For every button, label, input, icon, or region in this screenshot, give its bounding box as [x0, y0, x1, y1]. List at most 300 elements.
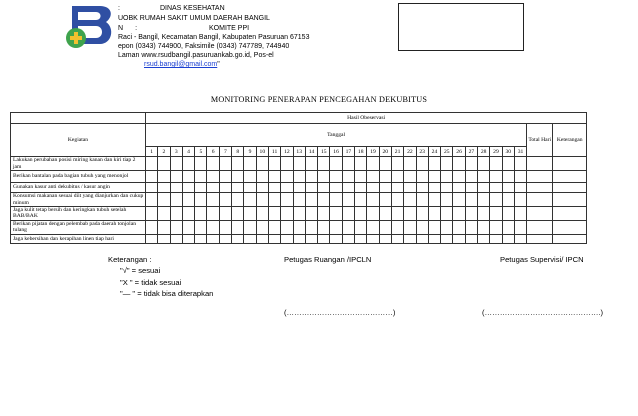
day-check-cell[interactable]	[195, 220, 207, 234]
day-check-cell[interactable]	[478, 193, 490, 207]
day-check-cell[interactable]	[281, 157, 293, 171]
day-check-cell[interactable]	[342, 193, 354, 207]
day-check-cell[interactable]	[502, 234, 514, 243]
day-check-cell[interactable]	[158, 183, 170, 193]
day-check-cell[interactable]	[268, 220, 280, 234]
keterangan-cell[interactable]	[553, 193, 587, 207]
day-check-cell[interactable]	[391, 207, 403, 221]
day-check-cell[interactable]	[391, 157, 403, 171]
day-check-cell[interactable]	[441, 157, 453, 171]
legend-tidak-bisa: "— " = tidak bisa diterapkan	[120, 289, 214, 298]
day-check-cell[interactable]	[441, 234, 453, 243]
day-check-cell[interactable]	[453, 183, 465, 193]
day-check-cell[interactable]	[453, 207, 465, 221]
day-check-cell[interactable]	[465, 207, 477, 221]
day-check-cell[interactable]	[367, 193, 379, 207]
day-check-cell[interactable]	[182, 183, 194, 193]
day-check-cell[interactable]	[232, 171, 244, 183]
day-check-cell[interactable]	[465, 171, 477, 183]
letterhead-line2: UOBK RUMAH SAKIT UMUM DAERAH BANGIL	[118, 15, 270, 22]
day-check-cell[interactable]	[428, 193, 440, 207]
day-check-cell[interactable]	[478, 171, 490, 183]
day-header: 21	[391, 147, 403, 157]
table-row	[11, 157, 587, 171]
day-check-cell[interactable]	[146, 183, 158, 193]
day-check-cell[interactable]	[490, 183, 502, 193]
day-header: 13	[293, 147, 305, 157]
day-check-cell[interactable]	[146, 234, 158, 243]
day-check-cell[interactable]	[478, 207, 490, 221]
day-header: 29	[490, 147, 502, 157]
day-check-cell[interactable]	[330, 157, 342, 171]
day-check-cell[interactable]	[490, 157, 502, 171]
day-check-cell[interactable]	[514, 193, 526, 207]
kegiatan-cell: Berikan bantalan pada bagian tubuh yang menonjol	[11, 171, 146, 183]
day-check-cell[interactable]	[391, 234, 403, 243]
day-check-cell[interactable]	[219, 193, 231, 207]
day-check-cell[interactable]	[391, 193, 403, 207]
day-check-cell[interactable]	[416, 171, 428, 183]
day-header: 30	[502, 147, 514, 157]
day-check-cell[interactable]	[490, 207, 502, 221]
total-hari-cell[interactable]	[527, 234, 553, 243]
day-check-cell[interactable]	[318, 183, 330, 193]
day-check-cell[interactable]	[428, 234, 440, 243]
kegiatan-header: Kegiatan	[11, 124, 146, 157]
table-row	[11, 171, 587, 183]
day-check-cell[interactable]	[465, 234, 477, 243]
day-check-cell[interactable]	[146, 171, 158, 183]
day-check-cell[interactable]	[342, 220, 354, 234]
day-check-cell[interactable]	[318, 220, 330, 234]
day-check-cell[interactable]	[379, 220, 391, 234]
day-check-cell[interactable]	[219, 220, 231, 234]
day-header: 9	[244, 147, 256, 157]
day-check-cell[interactable]	[256, 183, 268, 193]
petugas-ruangan-label: Petugas Ruangan /IPCLN	[284, 255, 372, 264]
day-check-cell[interactable]	[367, 183, 379, 193]
keterangan-cell[interactable]	[553, 207, 587, 221]
day-check-cell[interactable]	[330, 193, 342, 207]
day-check-cell[interactable]	[244, 183, 256, 193]
keterangan-header: Keterangan	[553, 124, 587, 157]
day-check-cell[interactable]	[182, 171, 194, 183]
total-hari-cell[interactable]	[527, 171, 553, 183]
day-check-cell[interactable]	[404, 183, 416, 193]
day-check-cell[interactable]	[244, 193, 256, 207]
day-check-cell[interactable]	[330, 234, 342, 243]
day-check-cell[interactable]	[416, 220, 428, 234]
day-check-cell[interactable]	[453, 220, 465, 234]
day-check-cell[interactable]	[281, 183, 293, 193]
day-check-cell[interactable]	[342, 234, 354, 243]
day-check-cell[interactable]	[170, 207, 182, 221]
day-check-cell[interactable]	[195, 183, 207, 193]
day-check-cell[interactable]	[170, 234, 182, 243]
day-check-cell[interactable]	[404, 171, 416, 183]
day-check-cell[interactable]	[293, 171, 305, 183]
day-header: 10	[256, 147, 268, 157]
day-check-cell[interactable]	[219, 183, 231, 193]
day-check-cell[interactable]	[207, 171, 219, 183]
day-check-cell[interactable]	[453, 193, 465, 207]
hasil-observasi-header: Hasil Obeservasi	[146, 113, 587, 124]
day-check-cell[interactable]	[146, 220, 158, 234]
day-check-cell[interactable]	[342, 183, 354, 193]
day-check-cell[interactable]	[453, 234, 465, 243]
day-check-cell[interactable]	[367, 171, 379, 183]
day-header: 20	[379, 147, 391, 157]
day-check-cell[interactable]	[219, 171, 231, 183]
day-check-cell[interactable]	[207, 193, 219, 207]
day-check-cell[interactable]	[232, 183, 244, 193]
day-check-cell[interactable]	[514, 157, 526, 171]
signature-line-supervisi: (……………………………………….)	[482, 308, 604, 317]
day-check-cell[interactable]	[182, 220, 194, 234]
day-check-cell[interactable]	[416, 183, 428, 193]
day-check-cell[interactable]	[268, 183, 280, 193]
day-header: 3	[170, 147, 182, 157]
total-hari-cell[interactable]	[527, 157, 553, 171]
total-hari-cell[interactable]	[527, 193, 553, 207]
day-header: 23	[416, 147, 428, 157]
day-check-cell[interactable]	[305, 220, 317, 234]
day-check-cell[interactable]	[281, 234, 293, 243]
letterhead-phone: epon (0343) 744900, Faksimile (0343) 747789, 744940	[118, 43, 290, 50]
email-link[interactable]: rsud.bangil@gmail.com	[144, 61, 218, 68]
letterhead-line3: N : KOMITE PPI	[118, 25, 250, 32]
day-check-cell[interactable]	[318, 234, 330, 243]
day-check-cell[interactable]	[305, 157, 317, 171]
day-check-cell[interactable]	[182, 193, 194, 207]
day-check-cell[interactable]	[391, 220, 403, 234]
day-header: 16	[330, 147, 342, 157]
kegiatan-cell: Gunakan kasur anti dekubitus / kasur angin	[11, 183, 146, 193]
day-check-cell[interactable]	[170, 220, 182, 234]
day-check-cell[interactable]	[379, 171, 391, 183]
day-check-cell[interactable]	[478, 234, 490, 243]
page-title: MONITORING PENERAPAN PENCEGAHAN DEKUBITUS	[210, 95, 428, 104]
day-check-cell[interactable]	[195, 193, 207, 207]
day-check-cell[interactable]	[355, 220, 367, 234]
day-check-cell[interactable]	[428, 171, 440, 183]
day-check-cell[interactable]	[268, 207, 280, 221]
day-check-cell[interactable]	[514, 183, 526, 193]
legend-sesuai: "√" = sesuai	[120, 266, 161, 275]
day-check-cell[interactable]	[490, 171, 502, 183]
day-header: 17	[342, 147, 354, 157]
day-check-cell[interactable]	[158, 220, 170, 234]
total-hari-header: Total Hari	[527, 124, 553, 157]
day-check-cell[interactable]	[490, 193, 502, 207]
day-check-cell[interactable]	[490, 220, 502, 234]
day-check-cell[interactable]	[305, 234, 317, 243]
day-check-cell[interactable]	[182, 157, 194, 171]
legend-tidak-sesuai: "X " = tidak sesuai	[120, 278, 182, 287]
day-header: 26	[453, 147, 465, 157]
day-check-cell[interactable]	[195, 171, 207, 183]
letterhead-website: Laman www.rsudbangil.pasuruankab.go.id, Pos-el	[118, 52, 274, 59]
day-check-cell[interactable]	[441, 220, 453, 234]
day-check-cell[interactable]	[293, 183, 305, 193]
day-check-cell[interactable]	[293, 193, 305, 207]
tanggal-header: Tanggal	[146, 124, 527, 147]
day-check-cell[interactable]	[441, 171, 453, 183]
day-header: 2	[158, 147, 170, 157]
day-check-cell[interactable]	[342, 157, 354, 171]
day-check-cell[interactable]	[502, 183, 514, 193]
day-check-cell[interactable]	[256, 193, 268, 207]
table-blank-cell	[11, 113, 146, 124]
day-check-cell[interactable]	[207, 220, 219, 234]
hospital-logo	[60, 4, 116, 54]
total-hari-cell[interactable]	[527, 207, 553, 221]
day-check-cell[interactable]	[244, 157, 256, 171]
table-row	[11, 193, 587, 207]
day-check-cell[interactable]	[305, 193, 317, 207]
day-check-cell[interactable]	[305, 207, 317, 221]
day-check-cell[interactable]	[158, 171, 170, 183]
day-check-cell[interactable]	[293, 207, 305, 221]
total-hari-cell[interactable]	[527, 183, 553, 193]
day-check-cell[interactable]	[355, 207, 367, 221]
day-check-cell[interactable]	[170, 171, 182, 183]
day-check-cell[interactable]	[293, 234, 305, 243]
day-check-cell[interactable]	[514, 234, 526, 243]
day-check-cell[interactable]	[268, 171, 280, 183]
day-check-cell[interactable]	[502, 171, 514, 183]
kegiatan-cell: Berikan pijatan dengan pelembab pada daerah tonjolan tulang	[11, 220, 146, 234]
day-check-cell[interactable]	[355, 234, 367, 243]
day-check-cell[interactable]	[416, 234, 428, 243]
day-check-cell[interactable]	[232, 157, 244, 171]
day-check-cell[interactable]	[490, 234, 502, 243]
day-check-cell[interactable]	[318, 157, 330, 171]
day-check-cell[interactable]	[330, 171, 342, 183]
day-check-cell[interactable]	[428, 220, 440, 234]
day-check-cell[interactable]	[232, 207, 244, 221]
table-row	[11, 183, 587, 193]
day-check-cell[interactable]	[219, 207, 231, 221]
day-header: 1	[146, 147, 158, 157]
day-check-cell[interactable]	[146, 193, 158, 207]
day-check-cell[interactable]	[256, 220, 268, 234]
keterangan-label: Keterangan :	[108, 255, 152, 264]
day-check-cell[interactable]	[379, 157, 391, 171]
day-check-cell[interactable]	[453, 171, 465, 183]
day-header: 31	[514, 147, 526, 157]
day-check-cell[interactable]	[404, 193, 416, 207]
day-header: 24	[428, 147, 440, 157]
day-check-cell[interactable]	[465, 183, 477, 193]
day-check-cell[interactable]	[293, 157, 305, 171]
petugas-supervisi-label: Petugas Supervisi/ IPCN	[500, 255, 584, 264]
kegiatan-cell: Konsumsi makanan sesuai diit yang dianjurkan dan cukup minum	[11, 193, 146, 207]
day-header: 7	[219, 147, 231, 157]
kegiatan-cell: Jaga kulit tetap bersih dan keringkan tubuh setelah BAB/BAK	[11, 207, 146, 221]
day-check-cell[interactable]	[305, 183, 317, 193]
day-header: 19	[367, 147, 379, 157]
day-check-cell[interactable]	[244, 234, 256, 243]
day-check-cell[interactable]	[478, 183, 490, 193]
day-check-cell[interactable]	[404, 207, 416, 221]
day-check-cell[interactable]	[232, 234, 244, 243]
day-check-cell[interactable]	[207, 157, 219, 171]
day-check-cell[interactable]	[318, 207, 330, 221]
table-row	[11, 220, 587, 234]
day-check-cell[interactable]	[342, 171, 354, 183]
day-check-cell[interactable]	[256, 234, 268, 243]
day-header: 28	[478, 147, 490, 157]
day-check-cell[interactable]	[379, 234, 391, 243]
day-check-cell[interactable]	[195, 234, 207, 243]
day-check-cell[interactable]	[379, 183, 391, 193]
signature-line-ruangan: (……………………………………)	[284, 308, 396, 317]
keterangan-cell[interactable]	[553, 234, 587, 243]
day-check-cell[interactable]	[318, 193, 330, 207]
day-check-cell[interactable]	[207, 183, 219, 193]
day-check-cell[interactable]	[465, 220, 477, 234]
day-check-cell[interactable]	[256, 157, 268, 171]
day-check-cell[interactable]	[232, 193, 244, 207]
day-check-cell[interactable]	[441, 207, 453, 221]
day-check-cell[interactable]	[330, 207, 342, 221]
day-check-cell[interactable]	[219, 157, 231, 171]
day-check-cell[interactable]	[170, 157, 182, 171]
day-header: 4	[182, 147, 194, 157]
day-check-cell[interactable]	[404, 157, 416, 171]
day-check-cell[interactable]	[281, 220, 293, 234]
day-header: 27	[465, 147, 477, 157]
day-check-cell[interactable]	[256, 171, 268, 183]
day-check-cell[interactable]	[428, 157, 440, 171]
day-check-cell[interactable]	[268, 193, 280, 207]
kegiatan-cell: Lakukan perubahan posisi miring kanan dan kiri tiap 2 jam	[11, 157, 146, 171]
day-check-cell[interactable]	[158, 207, 170, 221]
day-check-cell[interactable]	[391, 183, 403, 193]
table-row	[11, 234, 587, 243]
day-check-cell[interactable]	[342, 207, 354, 221]
day-check-cell[interactable]	[158, 157, 170, 171]
day-check-cell[interactable]	[219, 234, 231, 243]
day-check-cell[interactable]	[355, 193, 367, 207]
day-check-cell[interactable]	[367, 220, 379, 234]
day-check-cell[interactable]	[318, 171, 330, 183]
day-check-cell[interactable]	[453, 157, 465, 171]
day-check-cell[interactable]	[244, 171, 256, 183]
day-check-cell[interactable]	[182, 207, 194, 221]
day-check-cell[interactable]	[244, 220, 256, 234]
day-header: 6	[207, 147, 219, 157]
monitoring-table	[10, 112, 587, 244]
day-header: 22	[404, 147, 416, 157]
day-check-cell[interactable]	[428, 183, 440, 193]
day-check-cell[interactable]	[170, 193, 182, 207]
day-check-cell[interactable]	[441, 193, 453, 207]
day-header: 12	[281, 147, 293, 157]
day-header: 5	[195, 147, 207, 157]
day-check-cell[interactable]	[293, 220, 305, 234]
day-check-cell[interactable]	[465, 193, 477, 207]
day-check-cell[interactable]	[182, 234, 194, 243]
day-header: 8	[232, 147, 244, 157]
day-check-cell[interactable]	[367, 207, 379, 221]
day-check-cell[interactable]	[416, 207, 428, 221]
day-check-cell[interactable]	[305, 171, 317, 183]
day-check-cell[interactable]	[416, 157, 428, 171]
day-check-cell[interactable]	[441, 183, 453, 193]
day-check-cell[interactable]	[158, 234, 170, 243]
header-empty-box	[398, 3, 524, 51]
day-check-cell[interactable]	[514, 207, 526, 221]
keterangan-cell[interactable]	[553, 171, 587, 183]
day-check-cell[interactable]	[330, 183, 342, 193]
day-check-cell[interactable]	[256, 207, 268, 221]
day-check-cell[interactable]	[502, 207, 514, 221]
day-check-cell[interactable]	[281, 171, 293, 183]
keterangan-cell[interactable]	[553, 183, 587, 193]
day-check-cell[interactable]	[355, 183, 367, 193]
day-check-cell[interactable]	[207, 234, 219, 243]
day-check-cell[interactable]	[268, 157, 280, 171]
day-check-cell[interactable]	[207, 207, 219, 221]
letterhead-email[interactable]: rsud.bangil@gmail.com"	[144, 61, 220, 68]
day-check-cell[interactable]	[379, 207, 391, 221]
day-check-cell[interactable]	[367, 234, 379, 243]
kegiatan-cell: Jaga kebersihan dan kerapihan linen tiap hari	[11, 234, 146, 243]
table-row	[11, 207, 587, 221]
day-check-cell[interactable]	[146, 207, 158, 221]
day-header: 15	[318, 147, 330, 157]
day-check-cell[interactable]	[428, 207, 440, 221]
day-check-cell[interactable]	[146, 157, 158, 171]
day-check-cell[interactable]	[330, 220, 342, 234]
day-check-cell[interactable]	[244, 207, 256, 221]
day-check-cell[interactable]	[355, 157, 367, 171]
day-check-cell[interactable]	[379, 193, 391, 207]
letterhead-line1: : DINAS KESEHATAN	[118, 5, 225, 12]
day-check-cell[interactable]	[416, 193, 428, 207]
day-check-cell[interactable]	[268, 234, 280, 243]
day-check-cell[interactable]	[502, 193, 514, 207]
day-check-cell[interactable]	[465, 157, 477, 171]
day-check-cell[interactable]	[158, 193, 170, 207]
total-hari-cell[interactable]	[527, 220, 553, 234]
day-check-cell[interactable]	[478, 220, 490, 234]
day-check-cell[interactable]	[232, 220, 244, 234]
day-check-cell[interactable]	[355, 171, 367, 183]
day-check-cell[interactable]	[478, 157, 490, 171]
day-check-cell[interactable]	[404, 234, 416, 243]
day-check-cell[interactable]	[404, 220, 416, 234]
day-check-cell[interactable]	[514, 171, 526, 183]
day-check-cell[interactable]	[195, 157, 207, 171]
day-header: 14	[305, 147, 317, 157]
day-check-cell[interactable]	[391, 171, 403, 183]
day-check-cell[interactable]	[514, 220, 526, 234]
day-check-cell[interactable]	[195, 207, 207, 221]
day-check-cell[interactable]	[281, 207, 293, 221]
day-check-cell[interactable]	[281, 193, 293, 207]
day-check-cell[interactable]	[367, 157, 379, 171]
keterangan-cell[interactable]	[553, 157, 587, 171]
day-header: 18	[355, 147, 367, 157]
day-check-cell[interactable]	[502, 157, 514, 171]
day-check-cell[interactable]	[502, 220, 514, 234]
letterhead-address: Raci - Bangil, Kecamatan Bangil, Kabupaten Pasuruan 67153	[118, 34, 310, 41]
day-check-cell[interactable]	[170, 183, 182, 193]
keterangan-cell[interactable]	[553, 220, 587, 234]
